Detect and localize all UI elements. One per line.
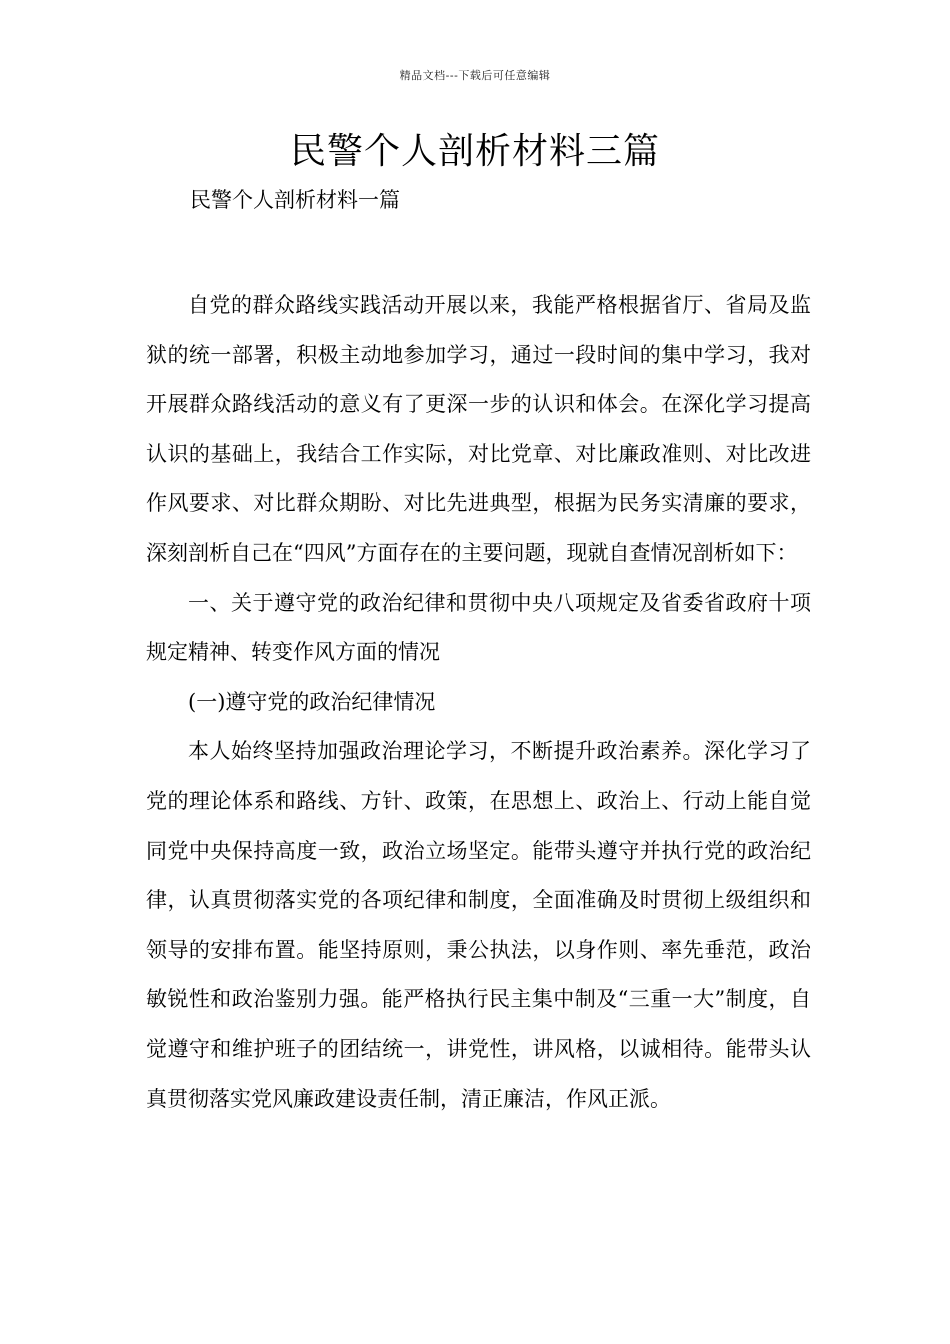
paragraph-section-heading: 一、关于遵守党的政治纪律和贯彻中央八项规定及省委省政府十项规定精神、转变作风方面的情况	[146, 590, 811, 665]
paragraph-intro: 自党的群众路线实践活动开展以来，我能严格根据省厅、省局及监狱的统一部署，积极主动地参加学习，通过一段时间的集中学习，我对开展群众路线活动的意义有了更深一步的认识和体会。在深化学习提高认识的基础上，我结合工作实际，对比党章、对比廉政准则、对比改进作风要求、对比群众期盼、对比先进典型，根据为民务实清廉的要求，深刻剖析自己在“四风”方面存在的主要问题，现就自查情况剖析如下：	[146, 293, 811, 565]
paragraph-subsection-heading: (一)遵守党的政治纪律情况	[188, 689, 436, 714]
document-body	[146, 281, 811, 1124]
document-title: 民警个人剖析材料三篇	[289, 131, 660, 172]
paragraph-political-discipline: 本人始终坚持加强政治理论学习，不断提升政治素养。深化学习了党的理论体系和路线、方针、政策，在思想上、政治上、行动上能自觉同党中央保持高度一致，政治立场坚定。能带头遵守并执行党的政治纪律，认真贯彻落实党的各项纪律和制度，全面准确及时贯彻上级组织和领导的安排布置。能坚持原则，秉公执法，以身作则、率先垂范，政治敏锐性和政治鉴别力强。能严格执行民主集中制及“三重一大”制度，自觉遵守和维护班子的团结统一，讲党性，讲风格，以诚相待。能带头认真贯彻落实党风廉政建设责任制，清正廉洁，作风正派。	[146, 739, 811, 1111]
document-subtitle: 民警个人剖析材料一篇	[190, 188, 400, 212]
header-note: 精品文档---下载后可任意编辑	[399, 69, 551, 82]
